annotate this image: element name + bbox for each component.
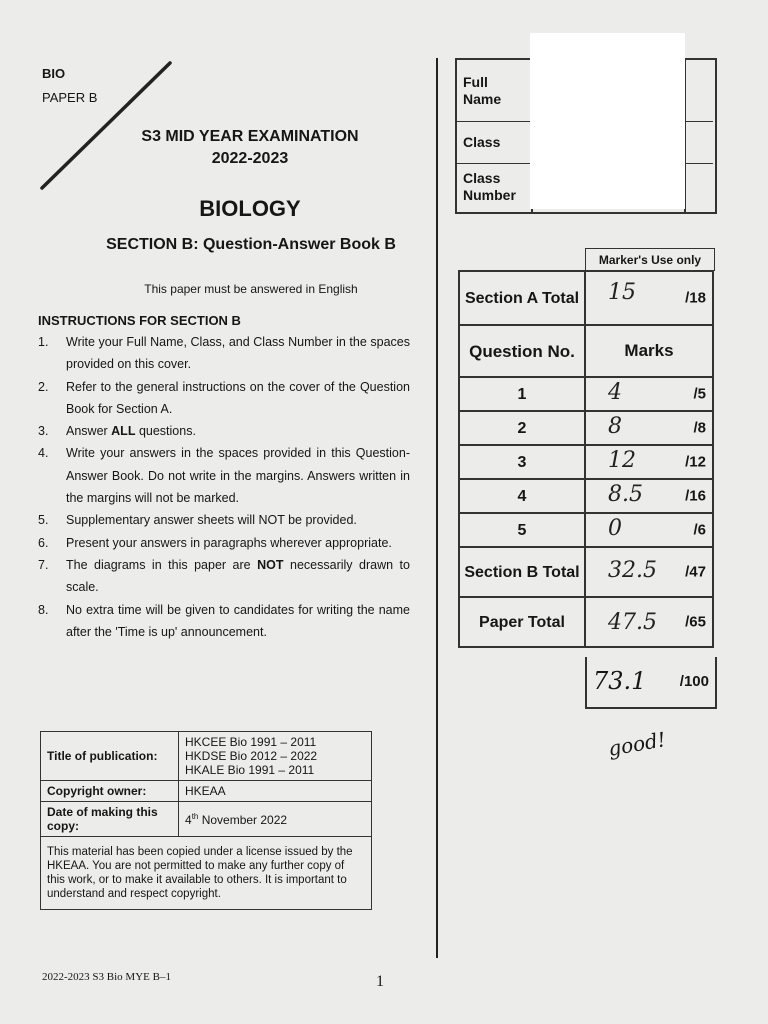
overall-out-of: /100 bbox=[679, 673, 709, 690]
instruction-item bbox=[38, 554, 410, 599]
instruction-item bbox=[38, 331, 410, 376]
question-marks bbox=[585, 445, 713, 479]
publication-titles bbox=[179, 732, 372, 781]
handwritten-mark: 8.5 bbox=[608, 482, 643, 507]
instruction-text: Refer to the general instructions on the cover of the Question Book for Section A. bbox=[66, 379, 410, 416]
section-b-out-of: /47 bbox=[685, 563, 706, 581]
out-of: /5 bbox=[693, 385, 706, 403]
instruction-item bbox=[38, 532, 410, 554]
marker-comment: good! bbox=[606, 727, 668, 761]
marks-header: Marks bbox=[585, 325, 713, 377]
question-marks bbox=[585, 377, 713, 411]
section-a-label: Section A Total bbox=[459, 271, 585, 325]
instruction-emphasis: NOT bbox=[257, 557, 284, 572]
copyright-note: This material has been copied under a license issued by the HKEAA. You are not permitted to make any further copy of this work, or to make it available to others. It is important to understand and respect copyright. bbox=[41, 837, 372, 910]
question-number: 2 bbox=[459, 411, 585, 445]
instruction-text: Write your Full Name, Class, and Class Number in the spaces provided on this cover. bbox=[66, 335, 410, 372]
date-value bbox=[179, 802, 372, 837]
title-label: Title of publication: bbox=[41, 732, 179, 781]
section-b-mark: 32.5 bbox=[608, 558, 657, 583]
instruction-item bbox=[38, 509, 410, 531]
instruction-text: Present your answers in paragraphs wherever appropriate. bbox=[66, 535, 392, 550]
language-note: This paper must be answered in English bbox=[144, 282, 358, 296]
handwritten-mark: 12 bbox=[608, 448, 636, 473]
owner-value: HKEAA bbox=[179, 781, 372, 802]
exam-year: 2022-2023 bbox=[211, 150, 289, 167]
paper-total-mark: 47.5 bbox=[608, 610, 657, 635]
question-number: 5 bbox=[459, 513, 585, 547]
paper-label: PAPER B bbox=[42, 90, 98, 105]
exam-name: S3 MID YEAR EXAMINATION bbox=[141, 128, 359, 145]
out-of: /16 bbox=[685, 487, 706, 505]
footer-code: 2022-2023 S3 Bio MYE B–1 bbox=[42, 971, 171, 983]
question-marks bbox=[585, 513, 713, 547]
paper-total-label: Paper Total bbox=[459, 597, 585, 647]
class-number-label: Class Number bbox=[463, 170, 516, 203]
date-suffix: th bbox=[191, 811, 199, 821]
section-b-label: Section B Total bbox=[459, 547, 585, 597]
instruction-number: 3. bbox=[38, 424, 49, 439]
date-day: 4 bbox=[185, 812, 192, 827]
section-a-mark: 15 bbox=[608, 280, 636, 305]
instruction-item bbox=[38, 599, 410, 644]
paper-total-marks bbox=[585, 597, 713, 647]
instructions-heading: INSTRUCTIONS FOR SECTION B bbox=[38, 313, 241, 328]
question-number: 1 bbox=[459, 377, 585, 411]
instruction-text: No extra time will be given to candidates for writing the name after the 'Time is up' announcement. bbox=[66, 602, 410, 639]
question-marks bbox=[585, 479, 713, 513]
exam-title bbox=[90, 126, 410, 170]
marks-table bbox=[458, 270, 714, 648]
instruction-text-end: necessarily drawn to scale. bbox=[66, 557, 410, 595]
out-of: /8 bbox=[693, 419, 706, 437]
out-of: /6 bbox=[693, 521, 706, 539]
copyright-table bbox=[40, 731, 372, 910]
instruction-item bbox=[38, 376, 410, 421]
instruction-number: 4. bbox=[38, 446, 49, 461]
marker-use-heading: Marker's Use only bbox=[585, 248, 715, 271]
publication-title: HKDSE Bio 2012 – 2022 bbox=[185, 749, 318, 763]
section-a-out-of: /18 bbox=[685, 289, 706, 307]
instruction-emphasis: ALL bbox=[111, 424, 136, 439]
redaction-box bbox=[530, 33, 685, 209]
publication-title: HKALE Bio 1991 – 2011 bbox=[185, 763, 315, 777]
owner-label: Copyright owner: bbox=[41, 781, 179, 802]
instructions-list bbox=[38, 331, 410, 643]
subject-code: BIO bbox=[42, 66, 66, 81]
instruction-number: 1. bbox=[38, 335, 49, 349]
section-a-marks bbox=[585, 271, 713, 325]
instruction-number: 8. bbox=[38, 602, 49, 617]
handwritten-mark: 4 bbox=[608, 380, 622, 405]
instruction-item bbox=[38, 442, 410, 509]
handwritten-mark: 8 bbox=[608, 414, 622, 439]
question-number: 4 bbox=[459, 479, 585, 513]
class-label: Class bbox=[463, 134, 501, 150]
handwritten-mark: 0 bbox=[608, 516, 622, 541]
instruction-number: 6. bbox=[38, 535, 49, 550]
out-of: /12 bbox=[685, 453, 706, 471]
paper-total-out-of: /65 bbox=[685, 613, 706, 631]
overall-mark: 73.1 bbox=[593, 667, 647, 695]
question-number: 3 bbox=[459, 445, 585, 479]
section-title: SECTION B: Question-Answer Book B bbox=[106, 236, 396, 253]
instruction-text: The diagrams in this paper are bbox=[66, 557, 258, 572]
instruction-text: Answer bbox=[66, 424, 112, 439]
instruction-number: 5. bbox=[38, 513, 49, 528]
section-b-marks bbox=[585, 547, 713, 597]
instruction-text-end: questions. bbox=[135, 424, 196, 439]
course-title: BIOLOGY bbox=[199, 196, 301, 221]
overall-total-box bbox=[585, 657, 717, 709]
instruction-item bbox=[38, 420, 410, 442]
question-marks bbox=[585, 411, 713, 445]
instruction-number: 7. bbox=[38, 557, 49, 572]
instruction-text: Supplementary answer sheets will NOT be provided. bbox=[66, 513, 357, 528]
question-header: Question No. bbox=[459, 325, 585, 377]
vertical-divider bbox=[436, 58, 438, 958]
full-name-label: Full Name bbox=[463, 74, 502, 107]
date-label: Date of making this copy: bbox=[41, 802, 179, 837]
page-number: 1 bbox=[376, 973, 384, 990]
date-rest: November 2022 bbox=[198, 812, 288, 827]
instruction-text: Write your answers in the spaces provided in this Question-Answer Book. Do not write in the margins. Answers written in the margins will not be marked. bbox=[66, 446, 410, 506]
publication-title: HKCEE Bio 1991 – 2011 bbox=[185, 735, 317, 749]
instruction-number: 2. bbox=[38, 379, 49, 394]
